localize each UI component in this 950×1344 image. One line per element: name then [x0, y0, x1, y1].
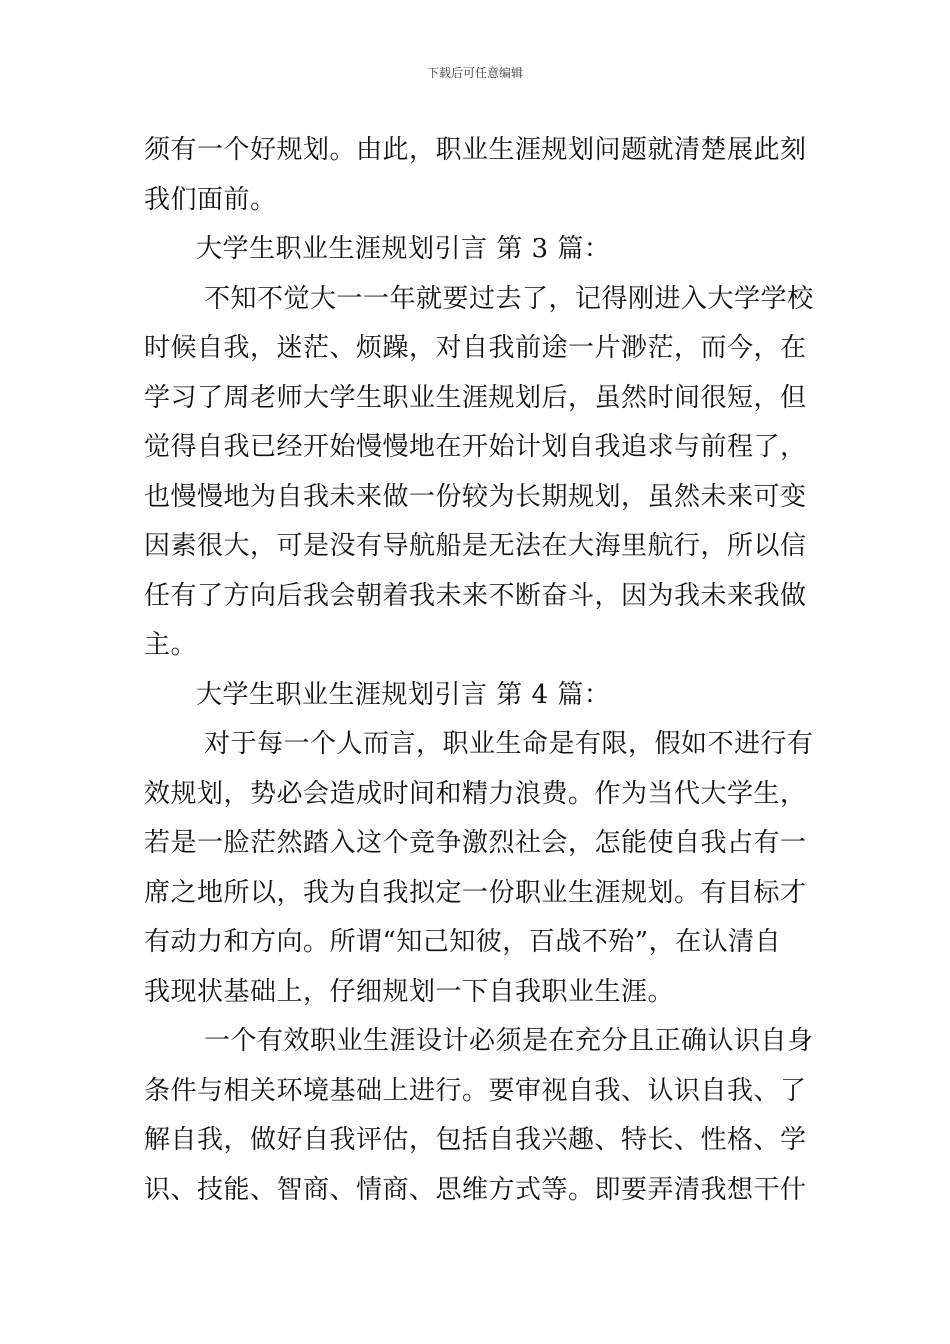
- text-line: 有动力和方向。所谓“知己知彼，百战不殆”，在认清自: [144, 927, 782, 957]
- text-line: 因素很大，可是没有导航船是无法在大海里航行，所以信: [144, 531, 807, 561]
- text-line: 识、技能、智商、情商、思维方式等。即要弄清我想干什: [144, 1174, 807, 1205]
- text-line: 解自我，做好自我评估，包括自我兴趣、特长、性格、学: [144, 1125, 807, 1155]
- text-line: 须有一个好规划。由此，职业生涯规划问题就清楚展此刻: [144, 135, 807, 165]
- document-body: [144, 126, 814, 1215]
- text-line: 觉得自我已经开始慢慢地在开始计划自我追求与前程了，: [144, 432, 807, 462]
- text-line: 若是一脸茫然踏入这个竞争激烈社会，怎能使自我占有一: [144, 828, 807, 858]
- text-line: 不知不觉大一一年就要过去了，记得刚进入大学学校: [204, 283, 814, 314]
- text-line: 任有了方向后我会朝着我未来不断奋斗，因为我未来我做: [144, 580, 807, 611]
- text-line: 一个有效职业生涯设计必须是在充分且正确认识自身: [204, 1026, 814, 1056]
- text-line: 学习了周老师大学生职业生涯规划后，虽然时间很短，但: [144, 382, 807, 413]
- text-line: 条件与相关环境基础上进行。要审视自我、认识自我、了: [144, 1075, 807, 1106]
- text-line: 效规划，势必会造成时间和精力浪费。作为当代大学生，: [144, 778, 807, 809]
- text-line: 我现状基础上，仔细规划一下自我职业生涯。: [144, 976, 675, 1007]
- section-heading: 大学生职业生涯规划引言 第 3 篇：: [196, 234, 611, 264]
- page-header: 下载后可任意编辑: [426, 66, 523, 80]
- text-line: 也慢慢地为自我未来做一份较为长期规划，虽然未来可变: [144, 481, 807, 512]
- text-line: 我们面前。: [144, 184, 277, 215]
- text-line: 席之地所以，我为自我拟定一份职业生涯规划。有目标才: [144, 877, 807, 908]
- text-line: 主。: [144, 630, 198, 660]
- text-line: 时候自我，迷茫、烦躁，对自我前途一片渺茫，而今，在: [144, 333, 807, 363]
- section-heading: 大学生职业生涯规划引言 第 4 篇：: [196, 679, 611, 710]
- text-line: 对于每一个人而言，职业生命是有限，假如不进行有: [204, 729, 814, 759]
